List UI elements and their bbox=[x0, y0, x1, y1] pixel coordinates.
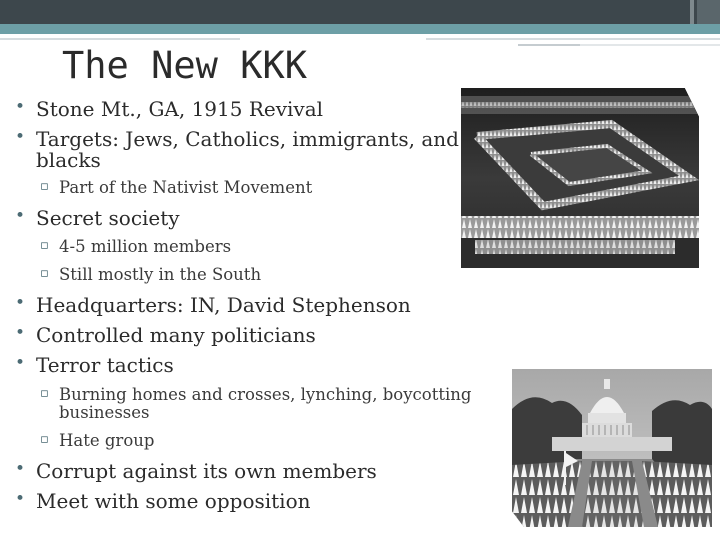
sub-list-item: ▫ Hate group bbox=[40, 431, 155, 450]
list-item: • Stone Mt., GA, 1915 Revival bbox=[15, 97, 324, 121]
bullet-icon: • bbox=[15, 489, 26, 509]
bullet-icon: • bbox=[15, 353, 26, 373]
sub-list-item: ▫ Still mostly in the South bbox=[40, 265, 262, 284]
sub-bullet-icon: ▫ bbox=[40, 432, 49, 447]
sub-list-item: ▫ Part of the Nativist Movement bbox=[40, 178, 313, 197]
bullet-icon: • bbox=[15, 206, 26, 226]
bullet-icon: • bbox=[15, 127, 26, 147]
sub-bullet-icon: ▫ bbox=[40, 266, 49, 281]
bullet-icon: • bbox=[15, 293, 26, 313]
list-item: • Targets: Jews, Catholics, immigrants, and bbox=[15, 127, 459, 151]
list-item: • Secret society bbox=[15, 206, 180, 230]
list-item: • Corrupt against its own members bbox=[15, 459, 377, 483]
bullet-icon: • bbox=[15, 459, 26, 479]
list-item: • Controlled many politicians bbox=[15, 323, 316, 347]
bullet-icon: • bbox=[15, 97, 26, 117]
list-item-continuation: blacks bbox=[36, 148, 101, 172]
list-item: • Terror tactics bbox=[15, 353, 174, 377]
list-item: • Meet with some opposition bbox=[15, 489, 311, 513]
sub-bullet-icon: ▫ bbox=[40, 386, 49, 401]
list-item: • Headquarters: IN, David Stephenson bbox=[15, 293, 411, 317]
bullet-icon: • bbox=[15, 323, 26, 343]
slide-title: The New KKK bbox=[62, 44, 308, 87]
sub-list-item-continuation: businesses bbox=[59, 403, 150, 422]
sub-list-item: ▫ Burning homes and crosses, lynching, boycotting bbox=[40, 385, 472, 404]
sub-list-item: ▫ 4-5 million members bbox=[40, 237, 232, 256]
sub-bullet-icon: ▫ bbox=[40, 238, 49, 253]
sub-bullet-icon: ▫ bbox=[40, 179, 49, 194]
